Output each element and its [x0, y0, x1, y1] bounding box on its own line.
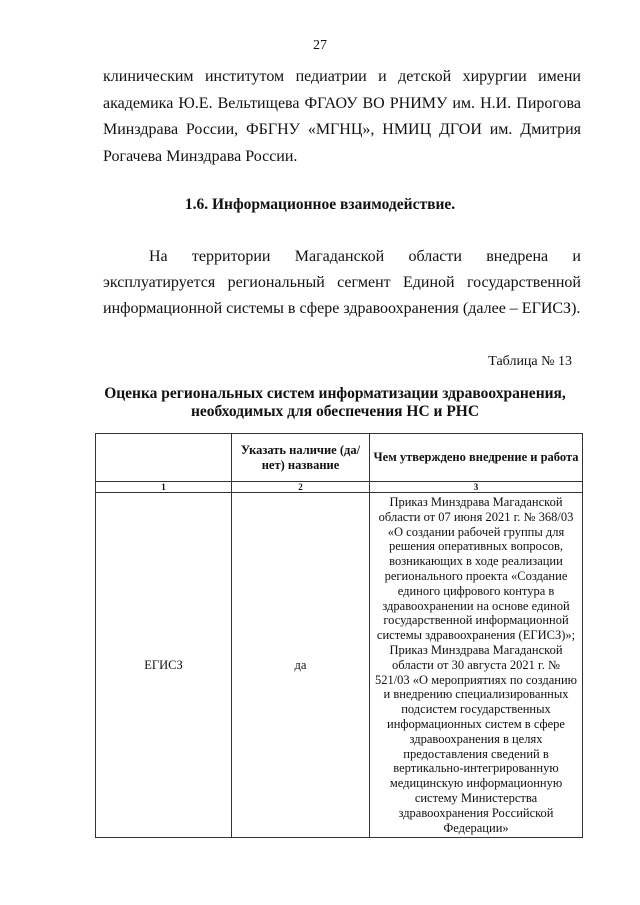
- table-row: [96, 493, 583, 838]
- section-heading: 1.6. Информационное взаимодействие.: [184, 196, 456, 213]
- column-number-2: 2: [232, 482, 370, 493]
- table-header-row: [96, 434, 583, 482]
- system-name-cell: ЕГИСЗ: [96, 493, 232, 838]
- presence-cell: да: [232, 493, 370, 838]
- header-col-3: Чем утверждено внедрение и работа: [370, 434, 583, 482]
- header-col-2: Указать наличие (да/нет) название: [232, 434, 370, 482]
- column-number-row: [96, 482, 583, 493]
- table-title-line-1: Оценка региональных систем информатизации здравоохранения,: [104, 385, 566, 402]
- header-col-1: [96, 434, 232, 482]
- table-title-line-2: необходимых для обеспечения НС и РНС: [190, 403, 480, 420]
- table-label: Таблица № 13: [488, 354, 572, 369]
- page-number: 27: [313, 38, 327, 53]
- approval-document-cell: Приказ Минздрава Магаданской области от 07 июня 2021 г. № 368/03 «О создании рабочей группы для решения оперативных вопросов, возникающих в ходе реализации регионального проекта «Создание единого цифрового контура в здравоохранении на основе единой государственной информационной системы здравоохранения (ЕГИСЗ)»; Приказ Минздрава Магаданской области от 30 августа 2021 г. № 521/03 «О мероприятиях по созданию и внедрению специализированных подсистем государственных информационных систем в сфере здравоохранения в целях предоставления сведений в вертикально-интегрированную медицинскую информационную систему Министерства здравоохранения Российской Федерации»: [370, 493, 583, 838]
- section-paragraph: На территории Магаданской области внедрена и эксплуатируется региональный сегмент Единой государственной информационной системы в сфере здравоохранения (далее – ЕГИСЗ).: [103, 248, 581, 317]
- intro-paragraph: клиническим институтом педиатрии и детской хирургии имени академика Ю.Е. Вельтищева ФГАОУ ВО РНИМУ им. Н.И. Пирогова Минздрава России, ФБГНУ «МГНЦ», НМИЦ ДГОИ им. Дмитрия Рогачева Минздрава России.: [103, 68, 581, 165]
- column-number-3: 3: [370, 482, 583, 493]
- evaluation-table: [95, 433, 583, 838]
- column-number-1: 1: [96, 482, 232, 493]
- table-title: [90, 385, 580, 421]
